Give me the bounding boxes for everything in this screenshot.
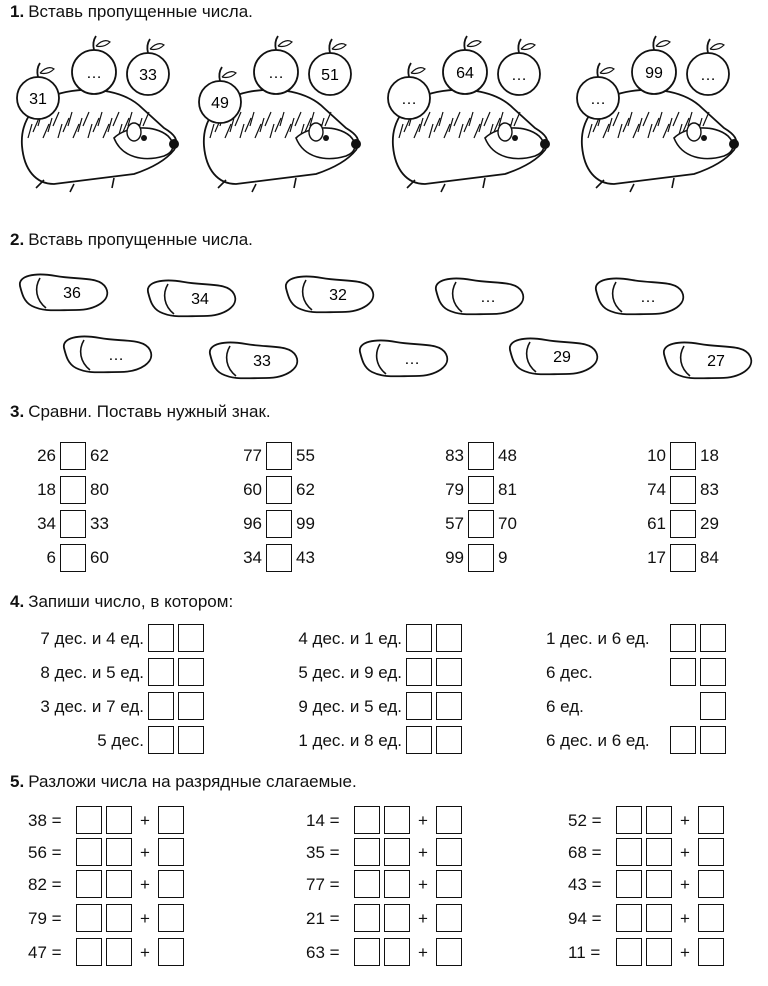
plus-sign: + [680,875,690,894]
tens-term-box-2[interactable] [646,904,672,932]
footprint-number: 32 [329,287,347,304]
plus-sign: + [680,843,690,862]
units-term-box[interactable] [698,838,724,866]
footprints-area [0,258,768,388]
apple-left [199,67,241,123]
footprint-top [148,280,235,316]
compare-left-number: 96 [243,514,262,533]
tens-term-box-1[interactable] [354,904,380,932]
compare-sign-box[interactable] [468,544,494,572]
footprint-number: 33 [253,353,271,370]
tens-term-box-1[interactable] [616,806,642,834]
hedgehog-drawing [577,36,739,192]
task3-title: 3. Сравни. Поставь нужный знак. [10,402,271,421]
tens-term-box-1[interactable] [76,870,102,898]
decompose-number: 94 = [568,909,602,928]
place-value-text: 6 дес. и 6 ед. [546,731,650,750]
footprint-number: … [108,347,124,364]
tens-digit-box[interactable] [148,692,174,720]
apple-number: … [268,65,284,82]
units-digit-box[interactable] [700,726,726,754]
decompose-number: 21 = [306,909,340,928]
apple-mid [254,36,298,94]
compare-sign-box[interactable] [468,442,494,470]
tens-term-box-2[interactable] [106,870,132,898]
compare-sign-box[interactable] [468,510,494,538]
place-value-text: 5 дес. и 9 ед. [298,663,402,682]
units-digit-box[interactable] [700,692,726,720]
units-term-box[interactable] [436,838,462,866]
tens-term-box-1[interactable] [76,806,102,834]
compare-right-number: 60 [90,548,109,567]
tens-term-box-1[interactable] [354,870,380,898]
apple-mid [72,36,116,94]
compare-sign-box[interactable] [266,510,292,538]
tens-term-box-2[interactable] [106,938,132,966]
decompose-number: 47 = [28,943,62,962]
compare-left-number: 60 [243,480,262,499]
units-term-box[interactable] [436,938,462,966]
apple-number: … [700,67,716,84]
hedgehog-drawing [388,36,550,192]
decompose-number: 77 = [306,875,340,894]
compare-sign-box[interactable] [266,442,292,470]
units-term-box[interactable] [158,870,184,898]
compare-right-number: 29 [700,514,719,533]
tens-digit-box[interactable] [670,726,696,754]
compare-left-number: 77 [243,446,262,465]
tens-term-box-2[interactable] [384,806,410,834]
compare-left-number: 18 [37,480,56,499]
tens-digit-box[interactable] [406,658,432,686]
compare-left-number: 6 [46,548,56,567]
tens-digit-box[interactable] [406,726,432,754]
units-term-box[interactable] [436,904,462,932]
decompose-number: 56 = [28,843,62,862]
apple-number: 31 [29,91,47,108]
apple-right [309,39,351,95]
units-term-box[interactable] [158,938,184,966]
footprint-top [286,276,373,312]
compare-left-number: 17 [647,548,666,567]
decompose-number: 35 = [306,843,340,862]
tens-term-box-2[interactable] [646,806,672,834]
apple-right [687,39,729,95]
compare-right-number: 55 [296,446,315,465]
compare-right-number: 99 [296,514,315,533]
tens-term-box-2[interactable] [106,806,132,834]
tens-digit-box[interactable] [670,624,696,652]
apple-right [127,39,169,95]
place-value-text: 9 дес. и 5 ед. [298,697,402,716]
compare-left-number: 99 [445,548,464,567]
compare-sign-box[interactable] [468,476,494,504]
plus-sign: + [140,843,150,862]
plus-sign: + [418,811,428,830]
tens-term-box-2[interactable] [384,870,410,898]
compare-sign-box[interactable] [60,442,86,470]
decompose-number: 68 = [568,843,602,862]
units-digit-box[interactable] [700,658,726,686]
decompose-number: 63 = [306,943,340,962]
apple-mid [632,36,676,94]
task2-title: 2. Вставь пропущенные числа. [10,230,253,249]
apple-mid [443,36,487,94]
decompose-number: 52 = [568,811,602,830]
decompose-number: 82 = [28,875,62,894]
hedgehog-drawing [17,36,179,192]
apple-number: 99 [645,65,663,82]
plus-sign: + [140,811,150,830]
decompose-number: 38 = [28,811,62,830]
task5-title: 5. Разложи числа на разрядные слагаемые. [10,772,357,791]
compare-left-number: 34 [243,548,262,567]
plus-sign: + [418,875,428,894]
tens-term-box-1[interactable] [616,838,642,866]
place-value-text: 3 дес. и 7 ед. [40,697,144,716]
tens-digit-box[interactable] [148,726,174,754]
footprint-bottom [360,340,447,376]
units-term-box[interactable] [698,870,724,898]
apple-left [388,63,430,119]
tens-term-box-1[interactable] [76,904,102,932]
footprint-bottom [664,342,751,378]
place-value-text: 4 дес. и 1 ед. [298,629,402,648]
units-digit-box[interactable] [436,692,462,720]
compare-right-number: 83 [700,480,719,499]
task1-title: 1. Вставь пропущенные числа. [10,2,253,21]
apple-number: 49 [211,95,229,112]
footprint-number: … [404,351,420,368]
units-term-box[interactable] [158,904,184,932]
place-value-text: 8 дес. и 5 ед. [40,663,144,682]
apple-number: … [401,91,417,108]
footprint-number: … [480,289,496,306]
units-term-box[interactable] [158,838,184,866]
tens-term-box-2[interactable] [384,904,410,932]
tens-term-box-1[interactable] [616,938,642,966]
compare-left-number: 61 [647,514,666,533]
tens-term-box-1[interactable] [354,938,380,966]
tens-digit-box[interactable] [148,658,174,686]
compare-right-number: 43 [296,548,315,567]
compare-sign-box[interactable] [60,476,86,504]
compare-sign-box[interactable] [670,544,696,572]
footprint-number: 36 [63,285,81,302]
tens-term-box-2[interactable] [106,904,132,932]
apple-number: … [86,65,102,82]
compare-right-number: 81 [498,480,517,499]
footprint-bottom [210,342,297,378]
plus-sign: + [418,943,428,962]
compare-left-number: 26 [37,446,56,465]
footprint-top [596,278,683,314]
compare-sign-box[interactable] [266,476,292,504]
compare-left-number: 57 [445,514,464,533]
footprint-bottom [510,338,597,374]
tens-term-box-2[interactable] [646,870,672,898]
tens-digit-box[interactable] [670,658,696,686]
plus-sign: + [140,909,150,928]
units-term-box[interactable] [698,904,724,932]
units-term-box[interactable] [158,806,184,834]
place-value-text: 6 ед. [546,697,584,716]
footprint-number: 29 [553,349,571,366]
footprint-top [436,278,523,314]
plus-sign: + [680,909,690,928]
place-value-text: 6 дес. [546,663,593,682]
units-term-box[interactable] [698,806,724,834]
task4-title: 4. Запиши число, в котором: [10,592,234,611]
footprint-top [20,274,107,310]
units-term-box[interactable] [436,806,462,834]
apple-number: 64 [456,65,474,82]
tens-term-box-1[interactable] [76,938,102,966]
decompose-number: 11 = [568,943,601,962]
apple-left [17,63,59,119]
tens-term-box-2[interactable] [384,938,410,966]
compare-left-number: 10 [647,446,666,465]
plus-sign: + [680,943,690,962]
compare-sign-box[interactable] [670,442,696,470]
footprint-number: … [640,289,656,306]
apple-right [498,39,540,95]
compare-right-number: 62 [90,446,109,465]
tens-term-box-1[interactable] [76,838,102,866]
compare-left-number: 83 [445,446,464,465]
apple-number: 33 [139,67,157,84]
units-digit-box[interactable] [178,624,204,652]
apple-number: … [590,91,606,108]
tens-term-box-1[interactable] [616,870,642,898]
tens-term-box-2[interactable] [106,838,132,866]
units-digit-box[interactable] [178,692,204,720]
decompose-number: 79 = [28,909,62,928]
units-term-box[interactable] [436,870,462,898]
units-digit-box[interactable] [700,624,726,652]
tens-term-box-2[interactable] [646,838,672,866]
tens-digit-box[interactable] [406,692,432,720]
tens-term-box-1[interactable] [354,838,380,866]
decompose-number: 43 = [568,875,602,894]
units-digit-box[interactable] [178,658,204,686]
units-digit-box[interactable] [436,624,462,652]
plus-sign: + [140,875,150,894]
units-term-box[interactable] [698,938,724,966]
apple-number: … [511,67,527,84]
units-digit-box[interactable] [436,658,462,686]
footprint-bottom [64,336,151,372]
compare-sign-box[interactable] [60,510,86,538]
compare-right-number: 84 [700,548,719,567]
compare-sign-box[interactable] [266,544,292,572]
apple-left [577,63,619,119]
compare-sign-box[interactable] [670,510,696,538]
place-value-text: 1 дес. и 6 ед. [546,629,650,648]
compare-right-number: 9 [498,548,508,567]
hedgehog-drawing [199,36,361,192]
compare-right-number: 18 [700,446,719,465]
tens-term-box-1[interactable] [354,806,380,834]
plus-sign: + [680,811,690,830]
compare-right-number: 80 [90,480,109,499]
compare-right-number: 70 [498,514,517,533]
tens-term-box-2[interactable] [646,938,672,966]
tens-term-box-2[interactable] [384,838,410,866]
tens-term-box-1[interactable] [616,904,642,932]
tens-digit-box[interactable] [148,624,174,652]
plus-sign: + [140,943,150,962]
place-value-text: 7 дес. и 4 ед. [40,629,144,648]
units-digit-box[interactable] [436,726,462,754]
tens-digit-box[interactable] [406,624,432,652]
decompose-number: 14 = [306,811,340,830]
apple-number: 51 [321,67,339,84]
compare-sign-box[interactable] [670,476,696,504]
plus-sign: + [418,843,428,862]
units-digit-box[interactable] [178,726,204,754]
compare-sign-box[interactable] [60,544,86,572]
compare-right-number: 33 [90,514,109,533]
place-value-text: 5 дес. [97,731,144,750]
footprint-number: 27 [707,353,725,370]
compare-right-number: 62 [296,480,315,499]
plus-sign: + [418,909,428,928]
compare-left-number: 34 [37,514,56,533]
compare-left-number: 74 [647,480,666,499]
place-value-text: 1 дес. и 8 ед. [298,731,402,750]
compare-left-number: 79 [445,480,464,499]
compare-right-number: 48 [498,446,517,465]
hedgehog-row [0,28,768,198]
footprint-number: 34 [191,291,209,308]
